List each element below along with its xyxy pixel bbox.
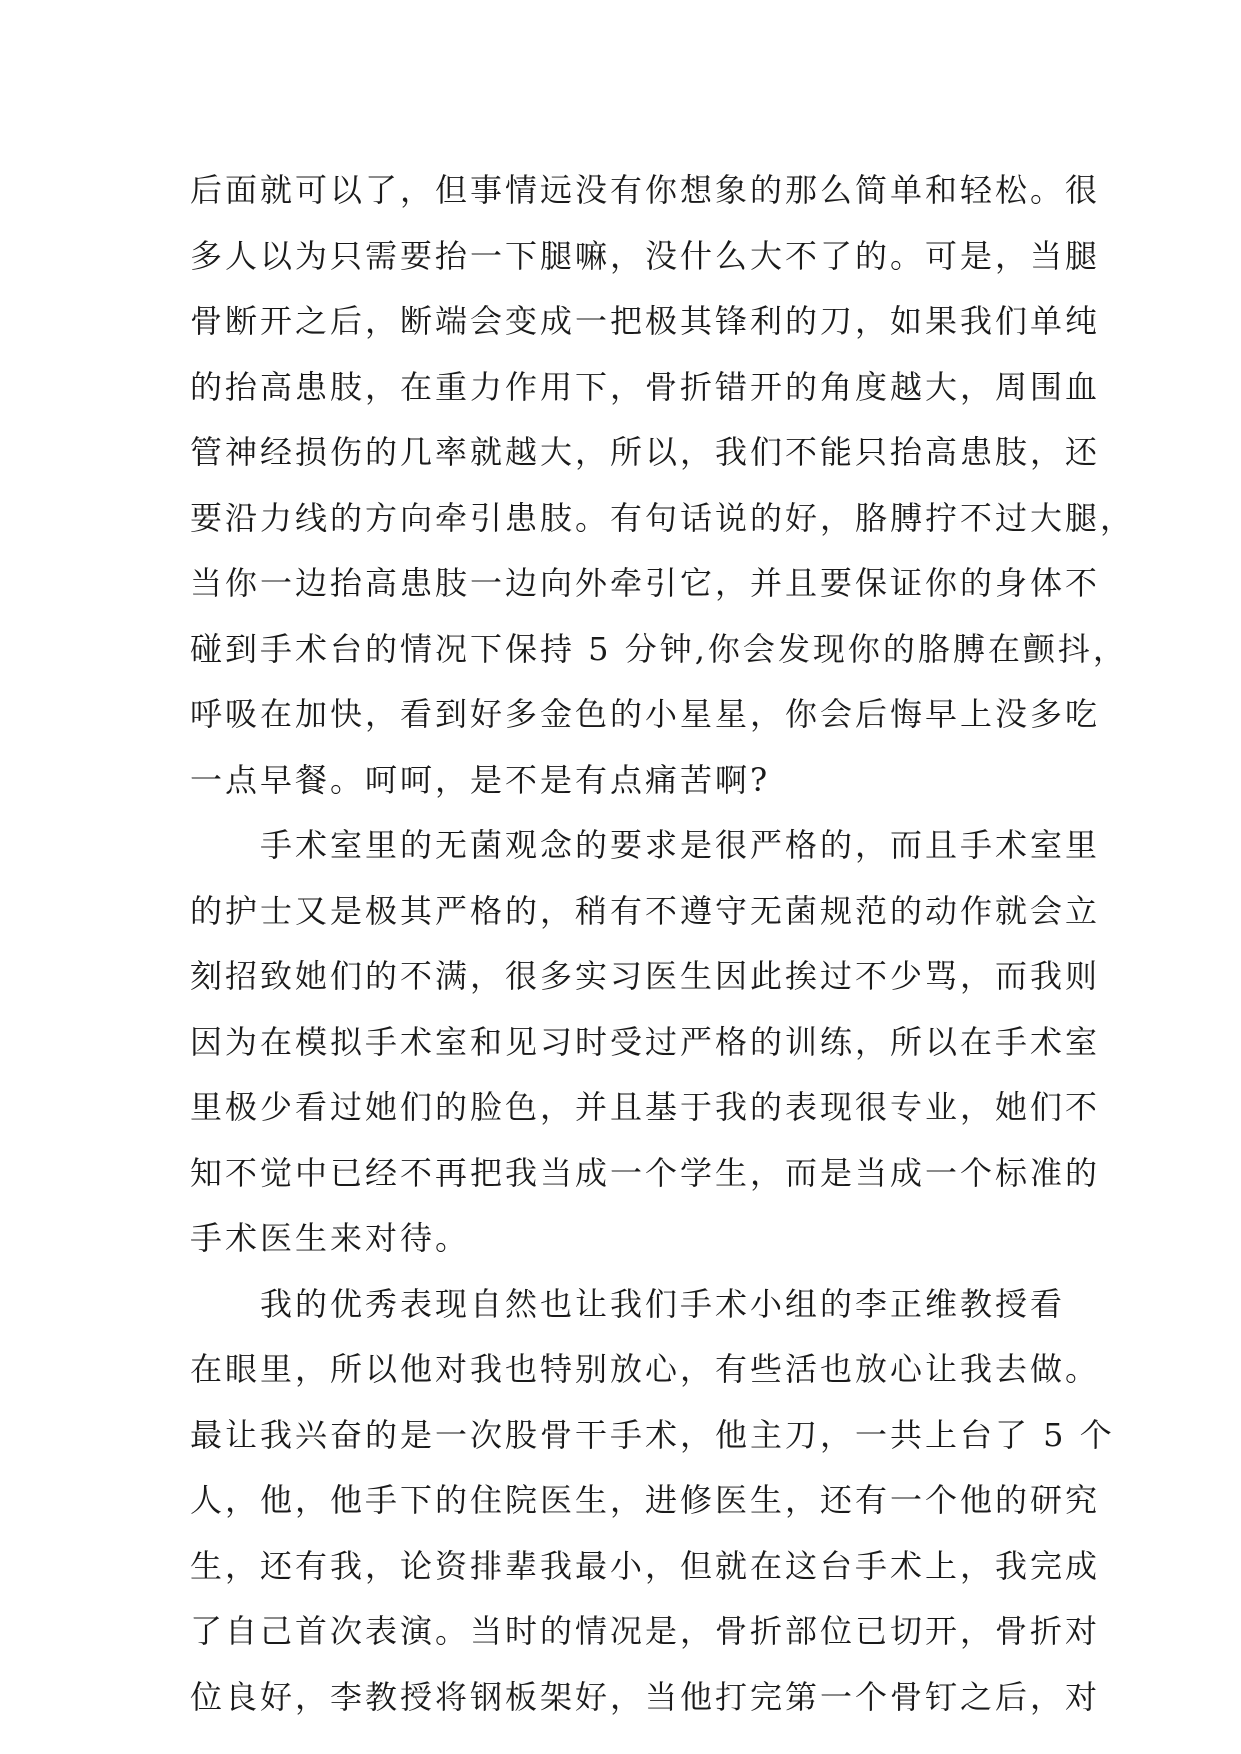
text-line: 最让我兴奋的是一次股骨干手术，他主刀，一共上台了 5 个	[190, 1415, 1115, 1454]
text-line: 手术室里的无菌观念的要求是很严格的，而且手术室里	[190, 826, 1101, 864]
text-line: 一点早餐。呵呵，是不是有点痛苦啊?	[190, 760, 771, 799]
text-line: 手术医生来对待。	[190, 1219, 471, 1257]
text-line: 管神经损伤的几率就越大，所以，我们不能只抬高患肢，还	[190, 433, 1101, 471]
text-line: 要沿力线的方向牵引患肢。有句话说的好，胳膊拧不过大腿，	[190, 498, 1136, 537]
body-text	[190, 158, 1136, 1730]
text-line: 因为在模拟手术室和见习时受过严格的训练，所以在手术室	[190, 1022, 1101, 1061]
text-line: 里极少看过她们的脸色，并且基于我的表现很专业，她们不	[190, 1088, 1101, 1126]
text-line: 在眼里，所以他对我也特别放心，有些活也放心让我去做。	[190, 1350, 1101, 1388]
text-line: 的护士又是极其严格的，稍有不遵守无菌规范的动作就会立	[190, 891, 1101, 930]
text-line: 位良好，李教授将钢板架好，当他打完第一个骨钉之后，对	[190, 1677, 1101, 1716]
text-line: 碰到手术台的情况下保持 5 分钟,你会发现你的胳膊在颤抖，	[190, 629, 1128, 668]
text-line: 当你一边抬高患肢一边向外牵引它，并且要保证你的身体不	[190, 564, 1101, 602]
text-line: 了自己首次表演。当时的情况是，骨折部位已切开，骨折对	[190, 1612, 1101, 1650]
text-line: 知不觉中已经不再把我当成一个学生，而是当成一个标准的	[190, 1153, 1101, 1192]
text-line: 刻招致她们的不满，很多实习医生因此挨过不少骂，而我则	[190, 957, 1101, 995]
text-line: 多人以为只需要抬一下腿嘛，没什么大不了的。可是，当腿	[190, 236, 1101, 275]
text-line: 我的优秀表现自然也让我们手术小组的李正维教授看	[190, 1284, 1066, 1323]
text-line: 呼吸在加快，看到好多金色的小星星，你会后悔早上没多吃	[190, 695, 1101, 733]
text-line: 后面就可以了，但事情远没有你想象的那么简单和轻松。很	[190, 171, 1101, 209]
text-line: 生，还有我，论资排辈我最小，但就在这台手术上，我完成	[190, 1546, 1101, 1585]
text-line: 人，他，他手下的住院医生，进修医生，还有一个他的研究	[190, 1481, 1101, 1519]
text-line: 骨断开之后，断端会变成一把极其锋利的刀，如果我们单纯	[190, 302, 1101, 340]
text-line: 的抬高患肢，在重力作用下，骨折错开的角度越大，周围血	[190, 367, 1101, 406]
